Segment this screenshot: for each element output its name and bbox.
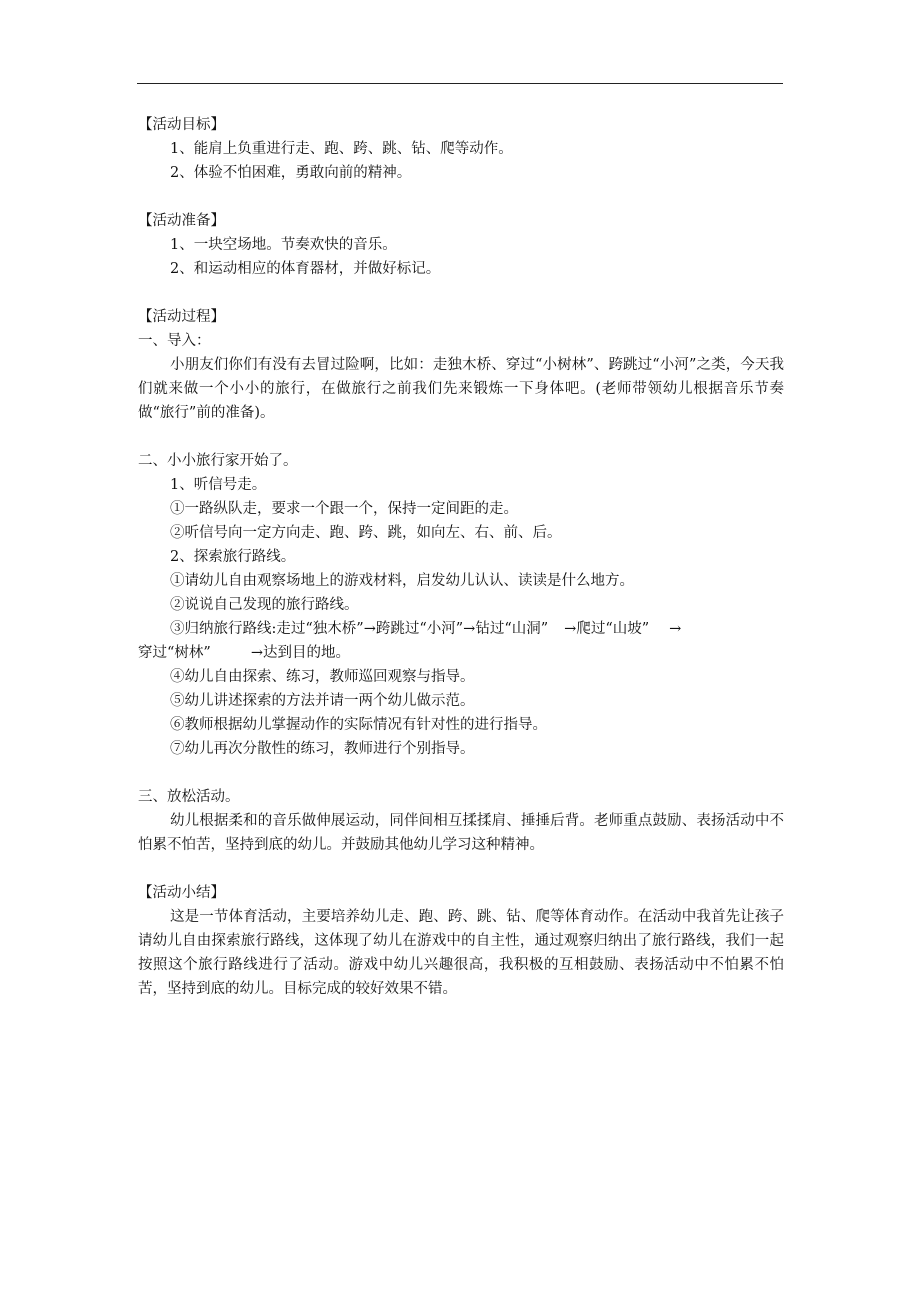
objective-item: 2、体验不怕困难，勇敢向前的精神。 <box>170 165 412 181</box>
sub-step-title: 2、探索旅行路线。 <box>170 549 296 565</box>
document-body <box>138 113 784 1001</box>
intro-title: 一、导入： <box>138 333 211 349</box>
summary-paragraph: 这是一节体育活动，主要培养幼儿走、跑、跨、跳、钻、爬等体育动作。在活动中我首先让孩子请幼儿自由探索旅行路线，这体现了幼儿在游戏中的自主性，通过观察归纳出了旅行路线，我们一起按照这个旅行路线进行了活动。游戏中幼儿兴趣很高，我积极的互相鼓励、表扬活动中不怕累不怕苦，坚持到底的幼儿。目标完成的较好效果不错。 <box>138 909 784 997</box>
route-label: ③归纳旅行路线 <box>170 621 272 637</box>
preparation-heading: 【活动准备】 <box>138 213 225 229</box>
preparation-item: 1、一块空场地。节奏欢快的音乐。 <box>170 237 397 253</box>
sub-step-title: 1、听信号走。 <box>170 477 267 493</box>
start-title: 二、小小旅行家开始了。 <box>138 453 298 469</box>
intro-paragraph: 小朋友们你们有没有去冒过险啊，比如：走独木桥、穿过“小树林”、跨跳过“小河”之类，今天我们就来做一个小小的旅行，在做旅行之前我们先来锻炼一下身体吧。(老师带领幼儿根据音乐节奏做“旅行”前的准备)。 <box>138 357 784 421</box>
summary-heading: 【活动小结】 <box>138 885 225 901</box>
sub-step-item: ⑦幼儿再次分散性的练习，教师进行个别指导。 <box>170 741 475 757</box>
sub-step-item: ⑤幼儿讲述探索的方法并请一两个幼儿做示范。 <box>170 693 475 709</box>
preparation-item: 2、和运动相应的体育器材，并做好标记。 <box>170 261 441 277</box>
sub-step-item: ④幼儿自由探索、练习，教师巡回观察与指导。 <box>170 669 475 685</box>
header-rule <box>137 83 783 84</box>
route-arrow: → <box>669 621 682 637</box>
sub-step-item: ①请幼儿自由观察场地上的游戏材料，启发幼儿认认、读读是什么地方。 <box>170 573 634 589</box>
sub-step-item: ②说说自己发现的旅行路线。 <box>170 597 359 613</box>
route-step-slope: →爬过“山坡” <box>564 621 650 637</box>
relax-paragraph: 幼儿根据柔和的音乐做伸展运动，同伴间相互揉揉肩、捶捶后背。老师重点鼓励、表扬活动中不怕累不怕苦，坚持到底的幼儿。并鼓励其他幼儿学习这种精神。 <box>138 813 784 853</box>
route-line <box>138 617 784 641</box>
sub-step-item: ①一路纵队走，要求一个跟一个，保持一定间距的走。 <box>170 501 518 517</box>
relax-title: 三、放松活动。 <box>138 789 240 805</box>
route-destination: →达到目的地。 <box>250 645 350 661</box>
sub-step-item: ②听信号向一定方向走、跑、跨、跳，如向左、右、前、后。 <box>170 525 562 541</box>
process-heading: 【活动过程】 <box>138 309 225 325</box>
sub-step-item: ⑥教师根据幼儿掌握动作的实际情况有针对性的进行指导。 <box>170 717 547 733</box>
objectives-heading: 【活动目标】 <box>138 117 225 133</box>
route-steps: :走过“独木桥”→跨跳过“小河”→钻过“山洞” <box>271 621 549 637</box>
route-step-forest: 穿过“树林” <box>138 645 211 661</box>
objective-item: 1、能肩上负重进行走、跑、跨、跳、钻、爬等动作。 <box>170 141 513 157</box>
route-line-continued <box>138 641 784 665</box>
